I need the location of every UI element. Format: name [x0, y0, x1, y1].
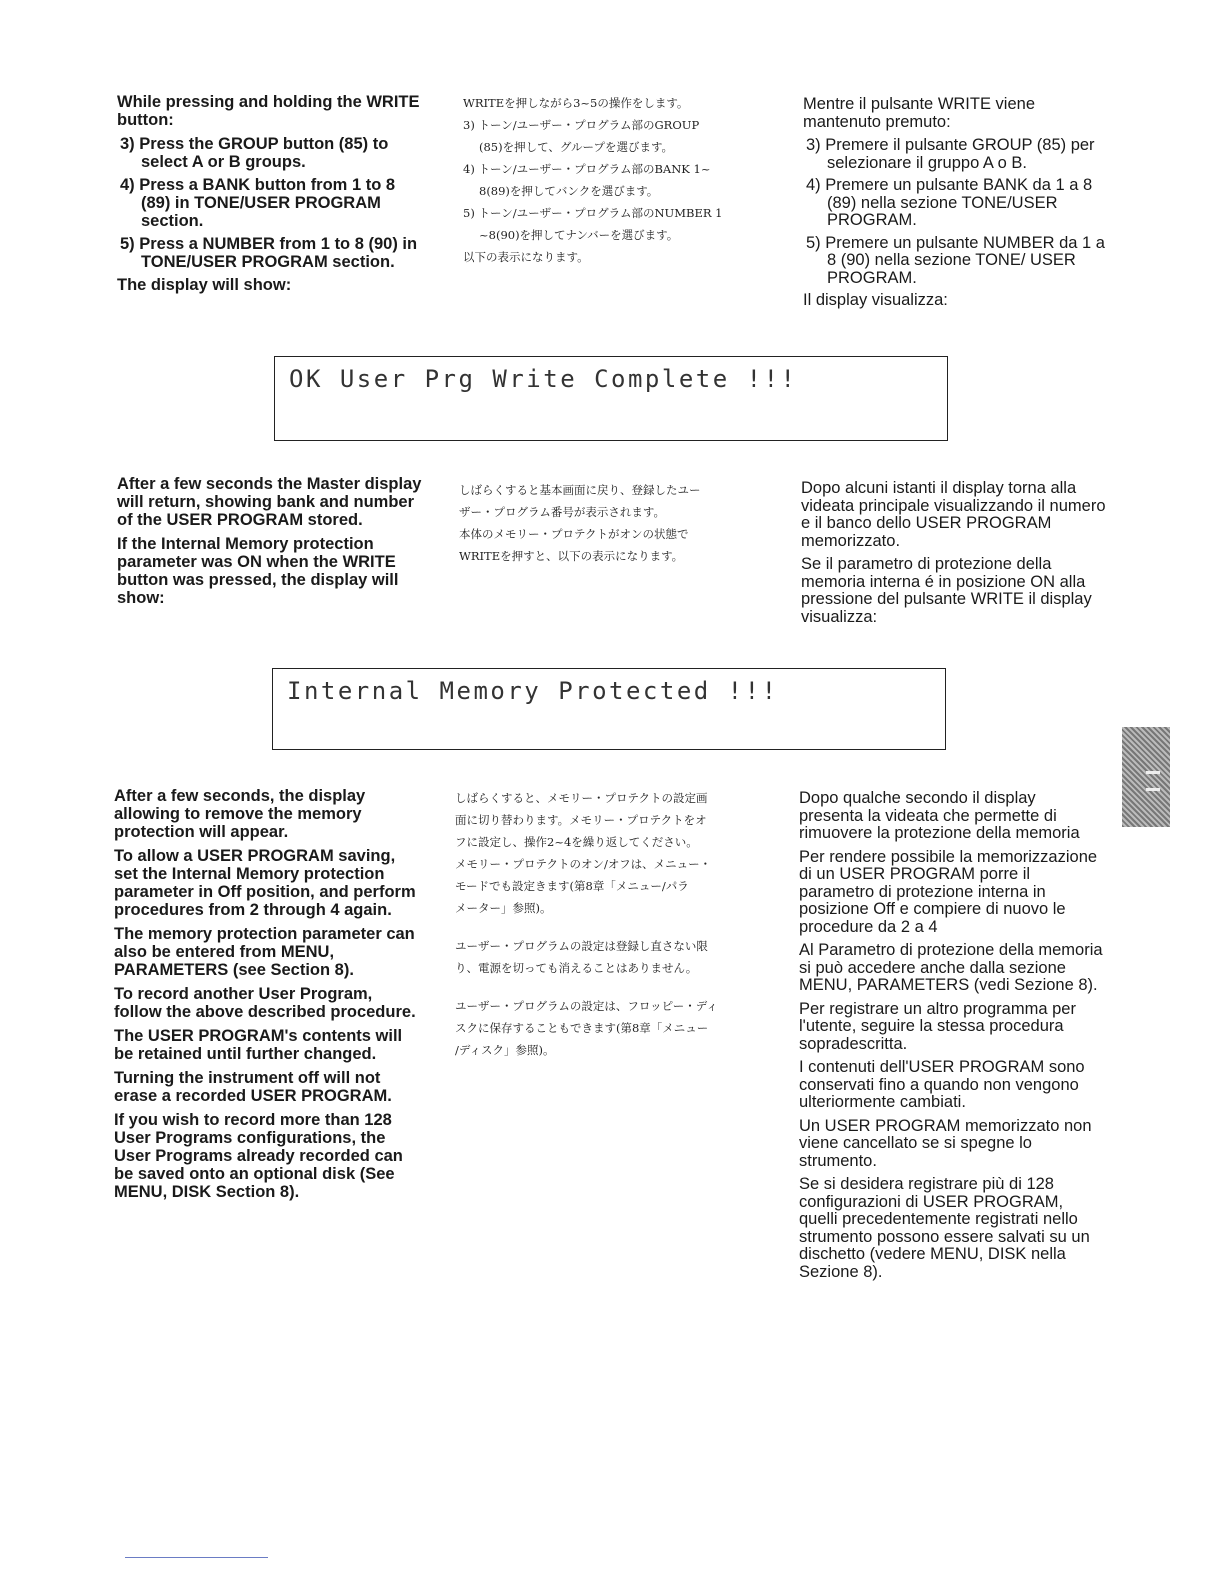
- section3-japanese: [455, 787, 775, 1061]
- record-more-than-128: If you wish to record more than 128 User Programs configurations, the User Programs already recorded can be saved onto an optional disk (See MENU, DISK Section 8).: [114, 1111, 403, 1201]
- lcd-display-write-complete: [274, 356, 948, 441]
- display-visualizza: Il display visualizza:: [803, 291, 948, 309]
- memory-protection-display: After a few seconds, the display allowing to remove the memory protection will appear.: [114, 787, 366, 841]
- record-another-it: Per registrare un altro programma per l'utente, seguire la stessa procedura sopradescritta.: [799, 999, 1076, 1053]
- jp-line: フに設定し、操作2~4を繰り返してください。: [455, 835, 698, 849]
- lcd-text: Internal Memory Protected !!!: [287, 677, 779, 705]
- section1-italian: [803, 96, 1108, 316]
- jp-line: メモリー・プロテクトのオン/オフは、メニュー・: [455, 857, 712, 871]
- memory-protection-on: If the Internal Memory protection parameter was ON when the WRITE button was pressed, the display will show:: [117, 535, 399, 607]
- lcd-display-memory-protected: [272, 668, 946, 750]
- write-intro: While pressing and holding the WRITE button:: [117, 93, 420, 129]
- jp-line: り、電源を切っても消えることはありません。: [455, 961, 698, 975]
- step-4-it: 4) Premere un pulsante BANK da 1 a 8 (89) nella sezione TONE/USER PROGRAM.: [806, 176, 1093, 229]
- jp-line: WRITEを押すと、以下の表示になります。: [459, 549, 684, 563]
- write-intro-it: Mentre il pulsante WRITE viene mantenuto premuto:: [803, 95, 1036, 131]
- step-3: 3) Press the GROUP button (85) to select A or B groups.: [120, 135, 389, 171]
- jp-line: 面に切り替わります。メモリー・プロテクトをオ: [455, 813, 707, 827]
- step-5: 5) Press a NUMBER from 1 to 8 (90) in TONE/USER PROGRAM section.: [120, 235, 418, 271]
- section-tab-marker: [1122, 727, 1170, 827]
- allow-saving-it: Per rendere possibile la memorizzazione di un USER PROGRAM porre il parametro di protezione interna in posizione Off e compiere di nuovo le procedure da 2 a 4: [799, 847, 1098, 936]
- section-8-icon: [1146, 771, 1160, 791]
- jp-line: 本体のメモリー・プロテクトがオンの状態で: [459, 527, 689, 541]
- jp-line: モードでも設定きます(第8章「メニュー/パラ: [455, 879, 689, 893]
- section2-japanese: [459, 479, 779, 567]
- jp-line: 5) トーン/ユーザー・プログラム部のNUMBER 1: [463, 206, 723, 220]
- section1-english: [117, 93, 427, 300]
- jp-line: スクに保存することもできます(第8章「メニュー: [455, 1021, 709, 1035]
- footer-rule: [125, 1557, 268, 1558]
- jp-line: (85)を押して、グループを選びます。: [479, 140, 674, 154]
- jp-line: ザー・プログラム番号が表示されます。: [459, 505, 665, 519]
- jp-line: しばらくすると基本画面に戻り、登録したユー: [459, 483, 701, 497]
- section3-english: [114, 787, 419, 1207]
- section3-italian: [799, 790, 1104, 1287]
- jp-line: メーター」参照)。: [455, 901, 552, 915]
- lcd-text: OK User Prg Write Complete !!!: [289, 365, 798, 393]
- jp-line: WRITEを押しながら3~5の操作をします。: [463, 96, 689, 110]
- jp-line: /ディスク」参照)。: [455, 1043, 555, 1057]
- memory-protection-display-it: Dopo qualche secondo il display presenta la videata che permette di rimuovere la protezione della memoria: [799, 789, 1080, 842]
- contents-retained: The USER PROGRAM's contents will be retained until further changed.: [114, 1027, 403, 1063]
- master-display-return: After a few seconds the Master display will return, showing bank and number of the USER PROGRAM stored.: [117, 475, 422, 529]
- section2-italian: [801, 480, 1106, 632]
- step-3-it: 3) Premere il pulsante GROUP (85) per selezionare il gruppo A o B.: [806, 136, 1095, 172]
- record-more-than-128-it: Se si desidera registrare più di 128 configurazioni di USER PROGRAM, quelli precedentemente registrati nello strumento possono essere salvati su un dischetto (vedere MENU, DISK nella Sezione 8).: [799, 1175, 1090, 1281]
- allow-saving: To allow a USER PROGRAM saving, set the Internal Memory protection parameter in Off position, and perform procedures from 2 through 4 again.: [114, 847, 416, 919]
- contents-retained-it: I contenuti dell'USER PROGRAM sono conservati fino a quando non vengono ulteriormente cambiati.: [799, 1058, 1085, 1111]
- jp-line: しばらくすると、メモリー・プロテクトの設定画: [455, 791, 708, 805]
- turning-off-it: Un USER PROGRAM memorizzato non viene cancellato se si spegne lo strumento.: [799, 1116, 1092, 1170]
- record-another: To record another User Program, follow the above described procedure.: [114, 985, 416, 1021]
- section1-japanese: [463, 92, 783, 268]
- jp-line: ユーザー・プログラムの設定は、フロッピー・ディ: [455, 999, 718, 1013]
- display-will-show: The display will show:: [117, 276, 292, 294]
- section2-english: [117, 475, 422, 613]
- jp-line: 8(89)を押してバンクを選びます。: [479, 184, 659, 198]
- jp-line: 以下の表示になります。: [463, 250, 589, 264]
- jp-line: ~8(90)を押してナンバーを選びます。: [479, 228, 679, 242]
- menu-parameters: The memory protection parameter can also be entered from MENU, PARAMETERS (see Section 8).: [114, 925, 415, 979]
- jp-line: 4) トーン/ユーザー・プログラム部のBANK 1~: [463, 162, 711, 176]
- step-5-it: 5) Premere un pulsante NUMBER da 1 a 8 (90) nella sezione TONE/ USER PROGRAM.: [806, 233, 1105, 287]
- jp-line: ユーザー・プログラムの設定は登録し直さない限: [455, 939, 708, 953]
- spacer: [455, 979, 775, 995]
- turning-off: Turning the instrument off will not erase a recorded USER PROGRAM.: [114, 1069, 392, 1105]
- master-display-return-it: Dopo alcuni istanti il display torna alla videata principale visualizzando il numero e il banco dello USER PROGRAM memorizzato.: [801, 479, 1106, 550]
- menu-parameters-it: Al Parametro di protezione della memoria si può accedere anche dalla sezione MENU, PARAMETERS (vedi Sezione 8).: [799, 941, 1103, 994]
- step-4: 4) Press a BANK button from 1 to 8 (89) in TONE/USER PROGRAM section.: [120, 176, 396, 230]
- jp-line: 3) トーン/ユーザー・プログラム部のGROUP: [463, 118, 700, 132]
- memory-protection-on-it: Se il parametro di protezione della memoria interna é in posizione ON alla pressione del pulsante WRITE il display visualizza:: [801, 555, 1092, 626]
- spacer: [455, 919, 775, 935]
